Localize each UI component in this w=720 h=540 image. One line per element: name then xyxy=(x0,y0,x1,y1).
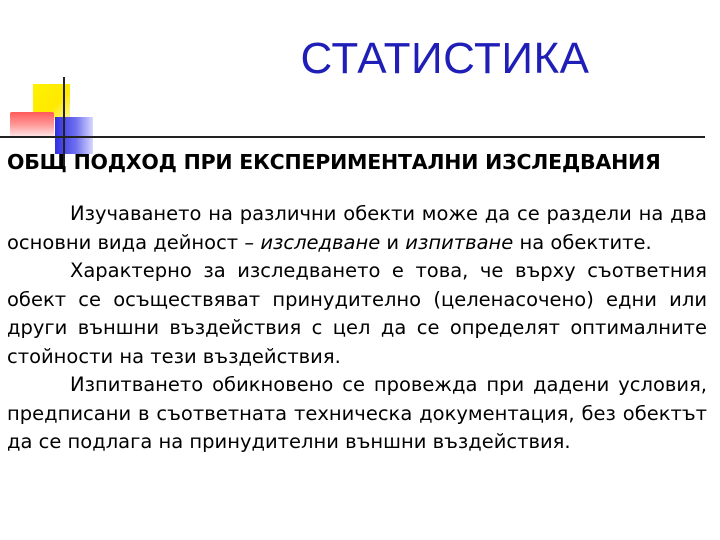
red-square-decoration xyxy=(10,112,54,136)
paragraph-1-part-2: на обектите. xyxy=(513,230,652,254)
paragraph-1-part-1: Изучаването на различни обекти може да се раздели на два основни вида дейност – xyxy=(7,202,707,254)
paragraph-2: Характерно за изследването е това, че върху съответния обект се осъществяват принудително (целенасочено) едни или други външни въздействия с цел да се определят оптималните стойности на тези въздействия. xyxy=(7,259,707,368)
paragraph-1 xyxy=(7,200,707,257)
section-heading: ОБЩ ПОДХОД ПРИ ЕКСПЕРИМЕНТАЛНИ ИЗСЛЕДВАНИЯ xyxy=(7,150,661,174)
slide-title: СТАТИСТИКА xyxy=(300,34,590,83)
term-research: изследване xyxy=(260,230,381,254)
term-testing: изпитване xyxy=(405,230,514,254)
body-text xyxy=(7,200,707,457)
paragraph-3: Изпитването обикновено се провежда при дадени условия, предписани в съответната техническа документация, без обектът да се подлага на принудителни външни въздействия. xyxy=(7,373,707,453)
horizontal-rule xyxy=(0,136,705,138)
paragraph-1-conjunction: и xyxy=(380,230,406,254)
